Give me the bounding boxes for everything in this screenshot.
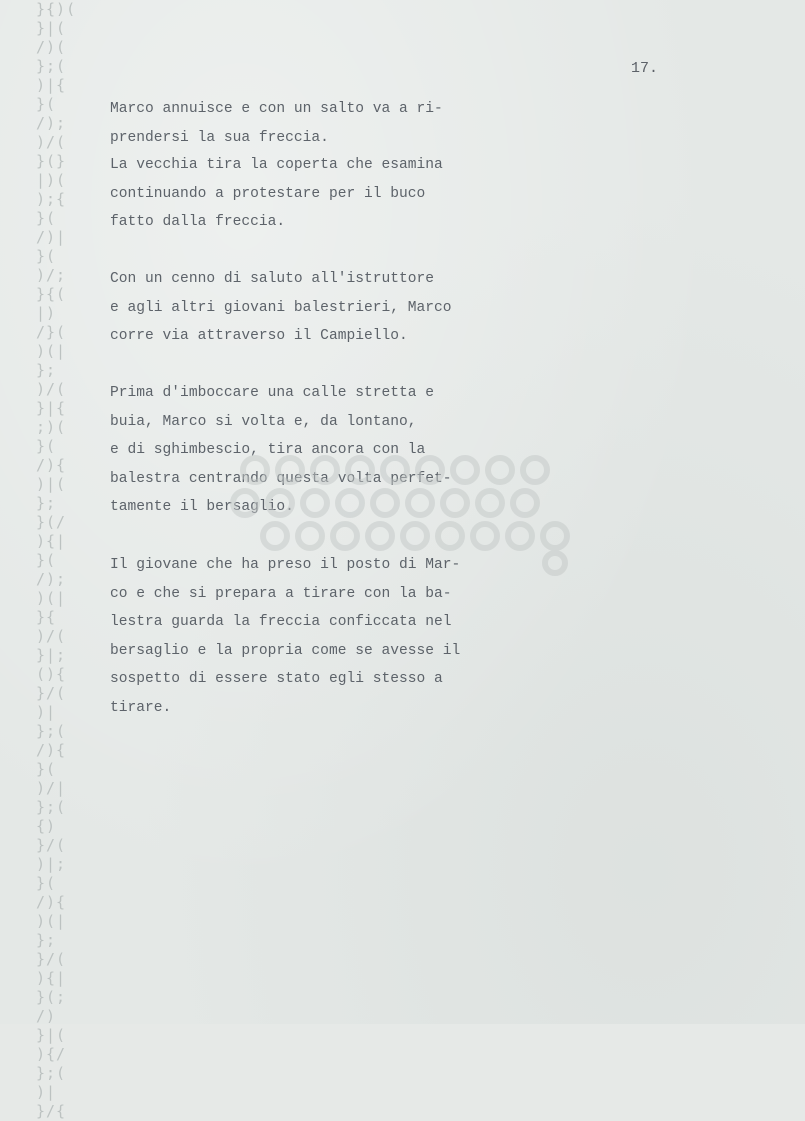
torn-binding-edge (34, 0, 77, 1120)
paragraph-4-line-1: Prima d'imboccare una calle stretta e (110, 385, 435, 401)
paragraph-5-line-2: co e che si prepara a tirare con la ba- (110, 585, 452, 602)
paragraph-5-line-6: tirare. (110, 699, 172, 716)
paragraph-3-line-3: corre via attraverso il Campiello. (110, 328, 408, 345)
paragraph-5-line-4: bersaglio e la propria come se avesse il (110, 642, 461, 659)
paragraph-4-line-2: buia, Marco si volta e, da lontano, (110, 413, 417, 430)
binding-edge-texture: }{)( }|( /)( };( )|{ }( /); )/( }(} |)( );{ }( /)| }( )/; }{( |) /}( )(| }; )/( }|{ ;)( }( /){ )|( }; }(/ ){| }( /); )(| }{ )/( }|; (){ }/( )| };( /){ }( )/| };( {) }/( )|; }( /){ )(| }; }/( ){| }(; /) }|( ){/ };( )| }/{ (36, 0, 77, 1120)
paragraph-3-line-2: e agli altri giovani balestrieri, Marco (110, 299, 452, 316)
paragraph-3-line-1: Con un cenno di saluto all'istruttore (110, 271, 435, 287)
paragraph-3 (110, 265, 452, 351)
paragraph-5-line-1: Il giovane che ha preso il posto di Mar- (110, 557, 461, 573)
paragraph-1-line-1: Marco annuisce e con un salto va a ri- (110, 101, 443, 117)
paragraph-4-line-3: e di sghimbescio, tira ancora con la (110, 442, 426, 459)
paragraph-2-line-1: La vecchia tira la coperta che esamina (110, 157, 443, 173)
paragraph-1 (110, 95, 443, 152)
paragraph-1-line-2: prendersi la sua freccia. (110, 129, 329, 146)
paragraph-2-line-2: continuando a protestare per il buco (110, 185, 426, 202)
archive-watermark (215, 448, 585, 578)
paragraph-5-line-3: lestra guarda la freccia conficcata nel (110, 614, 452, 631)
paragraph-2 (110, 151, 443, 237)
paragraph-4-line-4: balestra centrando questa volta perfet- (110, 470, 452, 487)
paragraph-4-line-5: tamente il bersaglio. (110, 499, 294, 516)
paragraph-5-line-5: sospetto di essere stato egli stesso a (110, 671, 443, 688)
paragraph-2-line-3: fatto dalla freccia. (110, 214, 286, 231)
page-number: 17. (631, 60, 659, 77)
